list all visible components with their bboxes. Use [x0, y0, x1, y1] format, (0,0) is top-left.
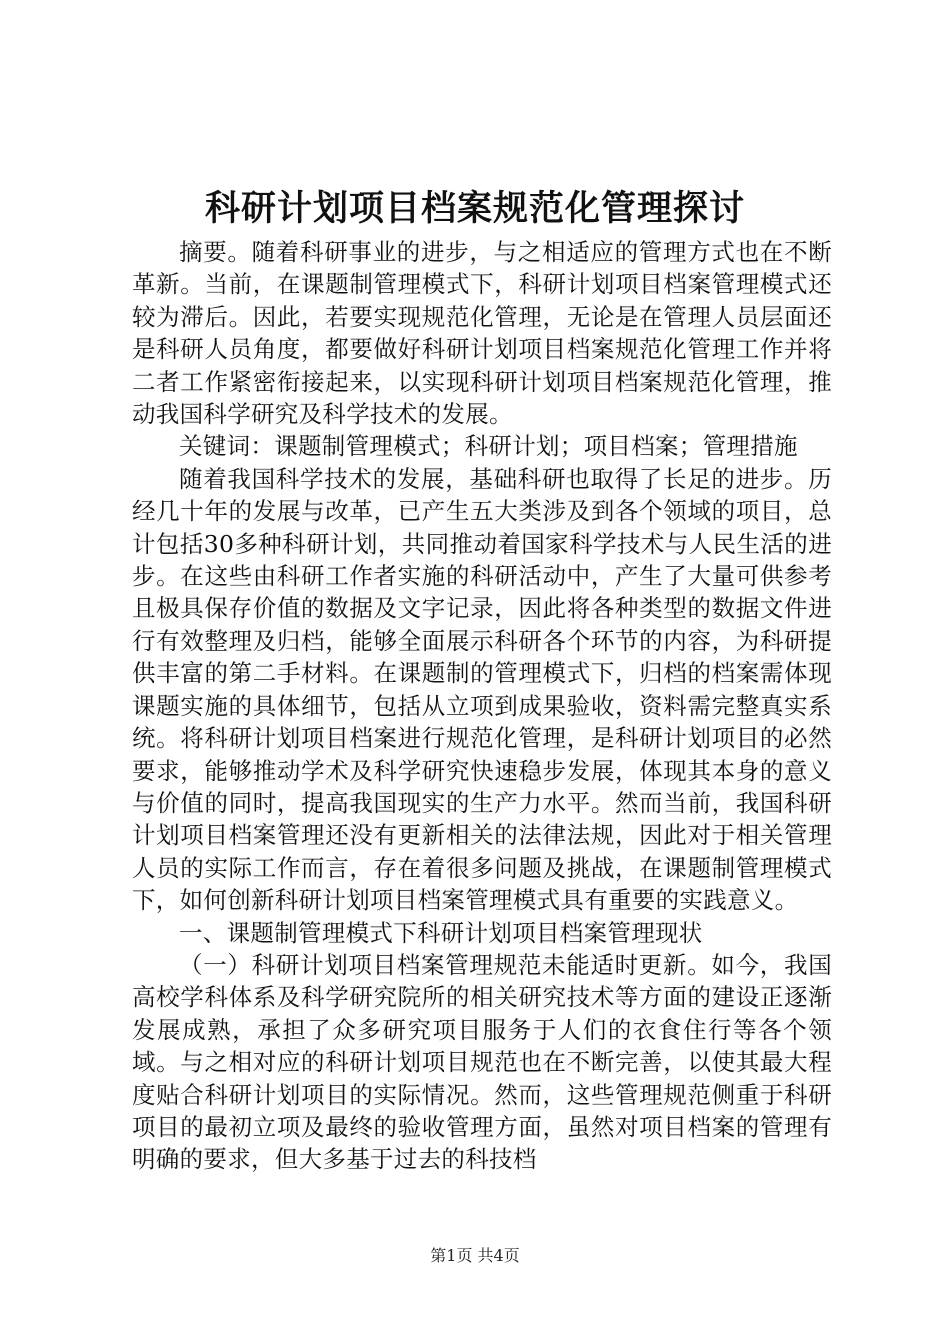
document-title: 科研计划项目档案规范化管理探讨 — [204, 188, 745, 229]
keywords-paragraph: 关键词：课题制管理模式；科研计划；项目档案；管理措施 — [179, 432, 798, 461]
document-body — [132, 236, 832, 1176]
section-paragraph: （一）科研计划项目档案管理规范未能适时更新。如今，我国高校学科体系及科学研究院所的相关研究技术等方面的建设正逐渐发展成熟，承担了众多研究项目服务于人们的衣食住行等各个领域。与之相对应的科研计划项目规范也在不断完善，以使其最大程度贴合科研计划项目的实际情况。然而，这些管理规范侧重于科研项目的最初立项及最终的验收管理方面，虽然对项目档案的管理有明确的要求，但大多基于过去的科技档 — [132, 950, 832, 1174]
page-number-footer: 第1页 共4页 — [430, 1246, 520, 1265]
section-heading: 一、课题制管理模式下科研计划项目档案管理现状 — [179, 918, 703, 947]
intro-paragraph: 随着我国科学技术的发展，基础科研也取得了长足的进步。历经几十年的发展与改革，已产生五大类涉及到各个领域的项目，总计包括30多种科研计划，共同推动着国家科学技术与人民生活的进步。在这些由科研工作者实施的科研活动中，产生了大量可供参考且极具保存价值的数据及文字记录，因此将各种类型的数据文件进行有效整理及归档，能够全面展示科研各个环节的内容，为科研提供丰富的第二手材料。在课题制的管理模式下，归档的档案需体现课题实施的具体细节，包括从立项到成果验收，资料需完整真实系统。将科研计划项目档案进行规范化管理，是科研计划项目的必然要求，能够推动学术及科学研究快速稳步发展，体现其本身的意义与价值的同时，提高我国现实的生产力水平。然而当前，我国科研计划项目档案管理还没有更新相关的法律法规，因此对于相关管理人员的实际工作而言，存在着很多问题及挑战，在课题制管理模式下，如何创新科研计划项目档案管理模式具有重要的实践意义。 — [132, 464, 832, 915]
abstract-paragraph: 摘要。随着科研事业的进步，与之相适应的管理方式也在不断革新。当前，在课题制管理模式下，科研计划项目档案管理模式还较为滞后。因此，若要实现规范化管理，无论是在管理人员层面还是科研人员角度，都要做好科研计划项目档案规范化管理工作并将二者工作紧密衔接起来，以实现科研计划项目档案规范化管理，推动我国科学研究及科学技术的发展。 — [132, 238, 832, 429]
